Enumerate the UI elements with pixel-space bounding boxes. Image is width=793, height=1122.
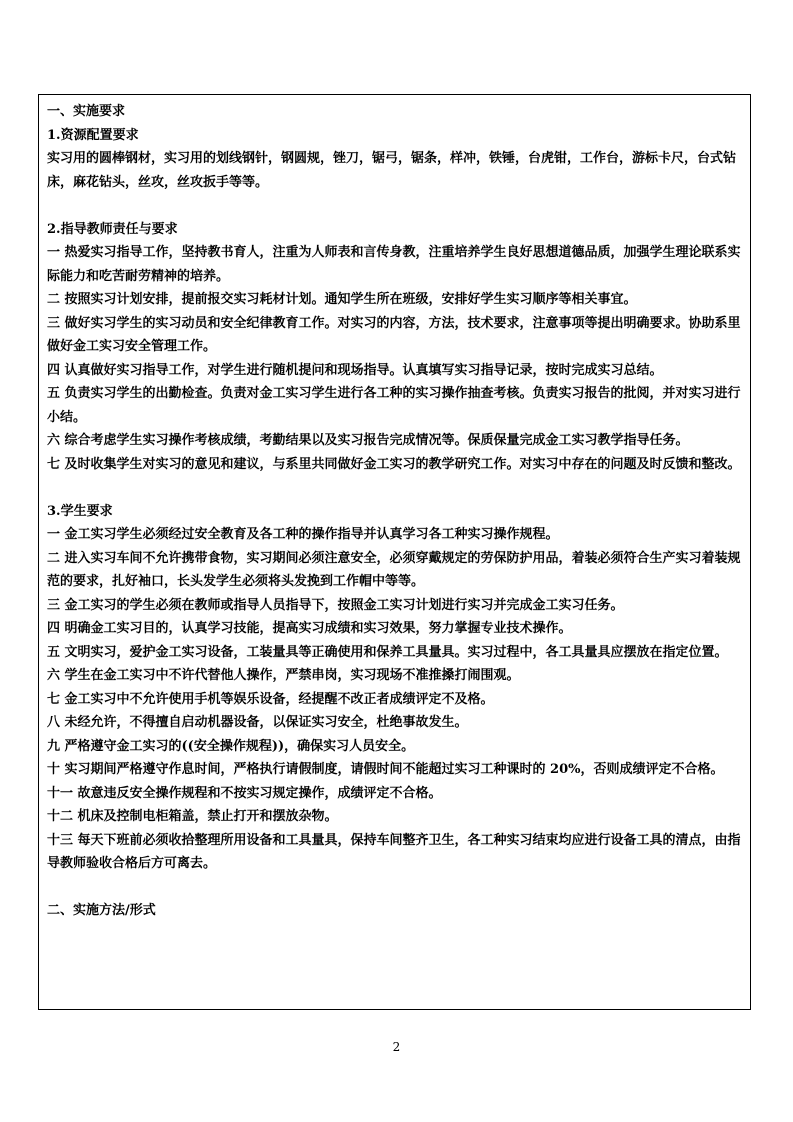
student-item: 五 文明实习，爱护金工实习设备，工装量具等正确使用和保养工具量具。实习过程中，各工具量具应摆放在指定位置。 [47,644,728,660]
resources-text: 实习用的圆棒钢材，实习用的划线钢针，钢圆规，锉刀，锯弓，锯条，样冲，铁锤，台虎钳，工作台，游标卡尺，台式钻床，麻花钻头，丝攻，丝攻扳手等等。 [47,151,737,190]
teacher-item: 四 认真做好实习指导工作，对学生进行随机提问和现场指导。认真填写实习指导记录，按时完成实习总结。 [47,362,663,378]
subsection-title-teacher: 2.指导教师责任与要求 [47,221,178,237]
document-body [47,100,747,923]
blank-line [47,476,747,500]
student-item: 七 金工实习中不允许使用手机等娱乐设备，经提醒不改正者成绩评定不及格。 [47,691,494,707]
blank-line [47,876,747,900]
student-item: 二 进入实习车间不允许携带食物，实习期间必须注意安全，必须穿戴规定的劳保防护用品，着装必须符合生产实习着装规范的要求，扎好袖口，长头发学生必须将头发挽到工作帽中等等。 [47,550,741,589]
student-item: 十三 每天下班前必须收拾整理所用设备和工具量具，保持车间整齐卫生，各工种实习结束均应进行设备工具的清点，由指导教师验收合格后方可离去。 [47,832,741,871]
teacher-item: 一 热爱实习指导工作，坚持教书育人，注重为人师表和言传身教，注重培养学生良好思想道德品质，加强学生理论联系实际能力和吃苦耐劳精神的培养。 [47,245,741,284]
student-item: 十二 机床及控制电柜箱盖，禁止打开和摆放杂物。 [47,809,338,824]
student-item: 三 金工实习的学生必须在教师或指导人员指导下，按照金工实习计划进行实习并完成金工实习任务。 [47,597,624,613]
subsection-title-resources: 1.资源配置要求 [47,127,139,143]
student-item: 十一 故意违反安全操作规程和不按实习规定操作，成绩评定不合格。 [47,785,442,801]
student-item: 十 实习期间严格遵守作息时间，严格执行请假制度，请假时间不能超过实习工种课时的 20%，否则成绩评定不合格。 [47,762,724,777]
teacher-item: 六 综合考虑学生实习操作考核成绩，考勤结果以及实习报告完成情况等。保质保量完成金工实习教学指导任务。 [47,433,689,448]
student-item: 八 未经允许，不得擅自启动机器设备，以保证实习安全，杜绝事故发生。 [47,715,468,730]
student-item: 九 严格遵守金工实习的((安全操作规程))，确保实习人员安全。 [47,738,415,754]
student-item: 四 明确金工实习目的，认真学习技能，提高实习成绩和实习效果，努力掌握专业技术操作。 [47,621,572,636]
page-number: 2 [392,1040,401,1054]
teacher-item: 二 按照实习计划安排，提前报交实习耗材计划。通知学生所在班级，安排好学生实习顺序等相关事宜。 [47,292,637,307]
student-item: 一 金工实习学生必须经过安全教育及各工种的操作指导并认真学习各工种实习操作规程。 [47,527,559,542]
section-title-methods: 二、实施方法/形式 [47,903,156,918]
teacher-item: 五 负责实习学生的出勤检查。负责对金工实习学生进行各工种的实习操作抽查考核。负责实习报告的批阅，并对实习进行小结。 [47,386,741,425]
section-title-requirements: 一、实施要求 [47,104,126,119]
blank-line [47,194,747,218]
teacher-item: 七 及时收集学生对实习的意见和建议，与系里共同做好金工实习的教学研究工作。对实习中存在的问题及时反馈和整改。 [47,456,741,472]
student-item: 六 学生在金工实习中不许代替他人操作，严禁串岗，实习现场不准推搡打闹围观。 [47,668,520,683]
teacher-item: 三 做好实习学生的实习动员和安全纪律教育工作。对实习的内容，方法，技术要求，注意事项等提出明确要求。协助系里做好金工实习安全管理工作。 [47,315,741,354]
subsection-title-student: 3.学生要求 [47,503,113,519]
